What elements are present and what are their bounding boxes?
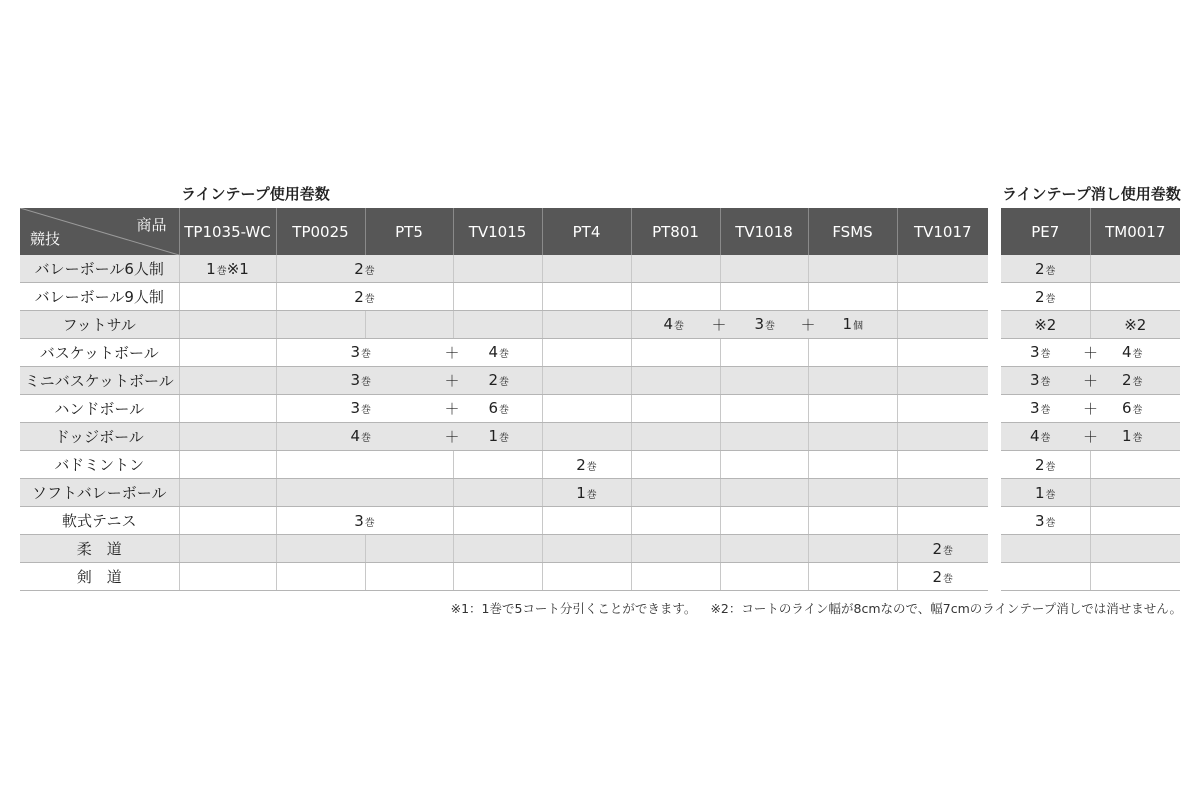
product-header: PT801 [631, 208, 720, 255]
value-cell [542, 311, 631, 339]
value-cell [720, 255, 808, 283]
table-row [20, 339, 988, 367]
unit-label: 巻 [499, 349, 510, 360]
value-cell [631, 311, 897, 339]
value-cell [808, 451, 897, 479]
value-cell [453, 479, 542, 507]
value-cell [1090, 283, 1180, 311]
unit-label: 巻 [1040, 349, 1051, 360]
unit-label: 巻 [1132, 405, 1143, 416]
value-text: 3 [1034, 511, 1045, 530]
value-cell [276, 367, 542, 395]
value-text [1030, 427, 1051, 445]
value-cell [631, 535, 720, 563]
sport-name: 軟式テニス [20, 507, 179, 535]
product-header: FSMS [808, 208, 897, 255]
value-text: 4 [350, 427, 361, 445]
footnote-1: ※1：1巻で5コート分引くことができます。 [450, 601, 697, 616]
table-row [1001, 367, 1180, 395]
value-text: 2 [1122, 371, 1132, 389]
value-cell [542, 339, 631, 367]
value-cell [179, 535, 276, 563]
table-row [1001, 423, 1180, 451]
value-cell [276, 311, 365, 339]
unit-label: 巻 [364, 517, 375, 529]
value-cell [808, 395, 897, 423]
value-cell [542, 451, 631, 479]
unit-label: 巻 [1040, 377, 1051, 388]
unit-label: 巻 [499, 433, 510, 444]
value-cell [897, 563, 988, 591]
value-cell [453, 563, 542, 591]
table-row [1001, 395, 1180, 423]
value-text [755, 315, 776, 333]
sport-name: バスケットボール [20, 339, 179, 367]
value-cell [276, 507, 453, 535]
value-cell [276, 479, 453, 507]
value-cell [365, 535, 453, 563]
value-cell [1001, 451, 1090, 479]
table-row [20, 283, 988, 311]
value-text [351, 399, 372, 417]
value-cell [897, 255, 988, 283]
value-cell [453, 507, 542, 535]
value-cell [720, 423, 808, 451]
value-cell [276, 255, 453, 283]
value-text [1122, 343, 1143, 361]
value-cell [720, 339, 808, 367]
value-cell [631, 255, 720, 283]
value-text: 2 [1034, 287, 1045, 306]
table-row [1001, 535, 1180, 563]
value-cell [542, 395, 631, 423]
value-text [351, 427, 372, 445]
value-cell [631, 507, 720, 535]
line-tape-usage-table [20, 208, 988, 591]
value-cell [453, 535, 542, 563]
value-cell [631, 367, 720, 395]
value-text: 4 [488, 343, 499, 361]
sport-name: ミニバスケットボール [20, 367, 179, 395]
value-cell [897, 451, 988, 479]
product-header: PE7 [1001, 208, 1090, 255]
value-cell [542, 563, 631, 591]
value-cell [720, 479, 808, 507]
value-cell [720, 451, 808, 479]
value-cell [453, 451, 542, 479]
unit-label: 巻 [1040, 433, 1051, 444]
value-cell [276, 395, 542, 423]
unit-label: 巻 [765, 321, 776, 332]
value-cell [542, 535, 631, 563]
table-row [1001, 311, 1180, 339]
value-text: 3 [350, 343, 361, 361]
plus-sign: ＋ [1083, 344, 1099, 362]
unit-label: 巻 [216, 265, 227, 277]
value-cell [631, 339, 720, 367]
left-table-title: ラインテープ使用巻数 [181, 185, 330, 203]
product-header-label: 商品 [136, 216, 167, 234]
sport-name: ドッジボール [20, 423, 179, 451]
sport-name: バレーボール9人制 [20, 283, 179, 311]
value-cell [542, 507, 631, 535]
plus-sign: ＋ [444, 344, 460, 362]
product-header: TV1017 [897, 208, 988, 255]
sport-name: バドミントン [20, 451, 179, 479]
value-cell [897, 507, 988, 535]
unit-label: 巻 [361, 405, 372, 416]
header-row [1001, 208, 1180, 255]
value-text: 3 [350, 399, 361, 417]
value-text [843, 315, 864, 333]
plus-sign: ＋ [800, 316, 816, 334]
value-cell [1001, 339, 1180, 367]
footnotes [451, 599, 1182, 617]
unit-label: 巻 [586, 461, 597, 473]
value-text: 2 [576, 455, 586, 474]
table-row [1001, 451, 1180, 479]
line-tape-eraser-usage-table [1001, 208, 1180, 591]
value-text [1122, 371, 1143, 389]
value-cell [1090, 479, 1180, 507]
value-text [489, 371, 510, 389]
table-row [20, 535, 988, 563]
unit-label: 巻 [943, 573, 954, 585]
unit-label: 巻 [499, 405, 510, 416]
value-text: 3 [1030, 399, 1040, 417]
table-row [1001, 479, 1180, 507]
value-cell [179, 563, 276, 591]
value-text: 1 [842, 315, 853, 333]
value-cell [897, 395, 988, 423]
unit-label: 個 [853, 321, 864, 332]
table-row [1001, 507, 1180, 535]
unit-label: 巻 [1045, 265, 1056, 277]
value-cell [365, 311, 453, 339]
value-text: 1 [1034, 483, 1045, 502]
value-cell [179, 479, 276, 507]
value-cell [1001, 255, 1090, 283]
table-row [20, 255, 988, 283]
unit-label: 巻 [674, 321, 685, 332]
value-text: 1 [576, 483, 586, 502]
value-text: 4 [663, 315, 674, 333]
unit-label: 巻 [364, 265, 375, 277]
product-header: TP0025 [276, 208, 365, 255]
unit-label: 巻 [1040, 405, 1051, 416]
value-cell [453, 255, 542, 283]
sport-name: 剣 道 [20, 563, 179, 591]
value-cell [808, 255, 897, 283]
sport-header-label: 競技 [30, 230, 61, 248]
value-cell [276, 451, 453, 479]
value-text: 1 [488, 427, 499, 445]
table-row [1001, 339, 1180, 367]
unit-label: 巻 [1045, 293, 1056, 305]
product-header: PT4 [542, 208, 631, 255]
plus-sign: ＋ [444, 372, 460, 390]
product-header: TV1018 [720, 208, 808, 255]
value-cell [179, 283, 276, 311]
value-text: 4 [1030, 427, 1040, 445]
value-cell [179, 395, 276, 423]
value-cell [1090, 535, 1180, 563]
value-text: 1 [206, 259, 216, 278]
value-text [1030, 343, 1051, 361]
product-header: TM0017 [1090, 208, 1180, 255]
value-cell [542, 255, 631, 283]
value-text [1030, 371, 1051, 389]
value-text: 2 [354, 259, 364, 278]
value-text: 3 [754, 315, 765, 333]
value-cell [179, 255, 276, 283]
value-cell [1001, 283, 1090, 311]
value-cell [897, 479, 988, 507]
unit-label: 巻 [943, 545, 954, 557]
value-text [489, 399, 510, 417]
value-cell [453, 311, 542, 339]
table-row [20, 423, 988, 451]
value-cell [897, 283, 988, 311]
value-cell [808, 479, 897, 507]
value-cell [1090, 507, 1180, 535]
unit-label: 巻 [1132, 377, 1143, 388]
value-cell [1001, 479, 1090, 507]
value-text: ※1 [226, 259, 249, 278]
value-text [489, 343, 510, 361]
value-cell [808, 535, 897, 563]
value-text: 3 [354, 511, 364, 530]
value-cell [897, 311, 988, 339]
value-text: 6 [1122, 399, 1132, 417]
value-text: 3 [1030, 371, 1040, 389]
value-cell [1090, 451, 1180, 479]
value-cell [631, 283, 720, 311]
table-row [20, 395, 988, 423]
value-cell [720, 535, 808, 563]
value-text: 6 [488, 399, 499, 417]
unit-label: 巻 [1045, 461, 1056, 473]
value-cell [179, 423, 276, 451]
table-row [20, 367, 988, 395]
value-cell [179, 451, 276, 479]
value-cell [808, 283, 897, 311]
value-cell [808, 423, 897, 451]
plus-sign: ＋ [444, 428, 460, 446]
unit-label: 巻 [361, 349, 372, 360]
value-text: 2 [1034, 455, 1045, 474]
plus-sign: ＋ [1083, 372, 1099, 390]
value-text [1030, 399, 1051, 417]
value-text [351, 343, 372, 361]
unit-label: 巻 [1045, 517, 1056, 529]
value-cell [720, 367, 808, 395]
value-text: 2 [932, 567, 943, 586]
table-row [20, 311, 988, 339]
unit-label: 巻 [499, 377, 510, 388]
value-text [489, 427, 510, 445]
value-cell [276, 563, 365, 591]
value-text: 2 [488, 371, 499, 389]
value-cell [631, 423, 720, 451]
value-cell [631, 479, 720, 507]
value-text: 2 [1034, 259, 1045, 278]
table-row [1001, 563, 1180, 591]
plus-sign: ＋ [444, 400, 460, 418]
unit-label: 巻 [364, 293, 375, 305]
value-cell [276, 339, 542, 367]
header-corner-cell [20, 208, 179, 255]
value-text: 2 [354, 287, 364, 306]
value-cell [179, 339, 276, 367]
value-cell [542, 283, 631, 311]
value-cell [179, 367, 276, 395]
value-cell [276, 283, 453, 311]
value-text: 1 [1122, 427, 1132, 445]
value-cell [1001, 367, 1180, 395]
value-cell [179, 507, 276, 535]
product-header: PT5 [365, 208, 453, 255]
plus-sign: ＋ [711, 316, 727, 334]
value-cell [1001, 423, 1180, 451]
product-header: TP1035-WC [179, 208, 276, 255]
value-text: 4 [1122, 343, 1132, 361]
value-cell [720, 395, 808, 423]
value-cell [1001, 563, 1090, 591]
unit-label: 巻 [1132, 349, 1143, 360]
value-text [1122, 427, 1143, 445]
plus-sign: ＋ [1083, 428, 1099, 446]
sport-name: 柔 道 [20, 535, 179, 563]
unit-label: 巻 [586, 489, 597, 501]
value-cell [631, 395, 720, 423]
value-text: 3 [350, 371, 361, 389]
value-text [664, 315, 685, 333]
value-cell: ※2 [1090, 311, 1180, 339]
table-row [20, 507, 988, 535]
value-cell [365, 563, 453, 591]
sport-name: ソフトバレーボール [20, 479, 179, 507]
value-cell [720, 507, 808, 535]
unit-label: 巻 [361, 433, 372, 444]
value-cell [1090, 255, 1180, 283]
sport-name: ハンドボール [20, 395, 179, 423]
value-cell [631, 451, 720, 479]
value-cell [1090, 563, 1180, 591]
value-cell [897, 367, 988, 395]
value-cell [897, 423, 988, 451]
value-cell [720, 283, 808, 311]
value-cell [1001, 535, 1090, 563]
unit-label: 巻 [1132, 433, 1143, 444]
value-cell [1001, 507, 1090, 535]
table-row [20, 563, 988, 591]
value-text: 2 [932, 539, 943, 558]
value-cell [631, 563, 720, 591]
table-row [20, 451, 988, 479]
header-row [20, 208, 988, 255]
table-row [20, 479, 988, 507]
value-cell [720, 563, 808, 591]
unit-label: 巻 [361, 377, 372, 388]
value-cell [179, 311, 276, 339]
unit-label: 巻 [1045, 489, 1056, 501]
value-cell [897, 535, 988, 563]
sport-name: フットサル [20, 311, 179, 339]
value-text: 3 [1030, 343, 1040, 361]
value-text [1122, 399, 1143, 417]
value-cell [808, 339, 897, 367]
value-cell [808, 563, 897, 591]
value-cell [542, 423, 631, 451]
right-table-title: ラインテープ消し使用巻数 [1002, 185, 1181, 203]
footnote-2: ※2：コートのライン幅が8cmなので、幅7cmのラインテープ消しでは消せません。 [710, 601, 1182, 616]
value-cell [542, 479, 631, 507]
value-text [351, 371, 372, 389]
plus-sign: ＋ [1083, 400, 1099, 418]
table-row [1001, 283, 1180, 311]
value-cell [276, 535, 365, 563]
table-row [1001, 255, 1180, 283]
value-cell [808, 507, 897, 535]
value-cell [276, 423, 542, 451]
value-cell [453, 283, 542, 311]
value-cell [897, 339, 988, 367]
value-cell [542, 367, 631, 395]
product-header: TV1015 [453, 208, 542, 255]
value-cell [1001, 395, 1180, 423]
sport-name: バレーボール6人制 [20, 255, 179, 283]
value-cell [808, 367, 897, 395]
value-cell: ※2 [1001, 311, 1090, 339]
